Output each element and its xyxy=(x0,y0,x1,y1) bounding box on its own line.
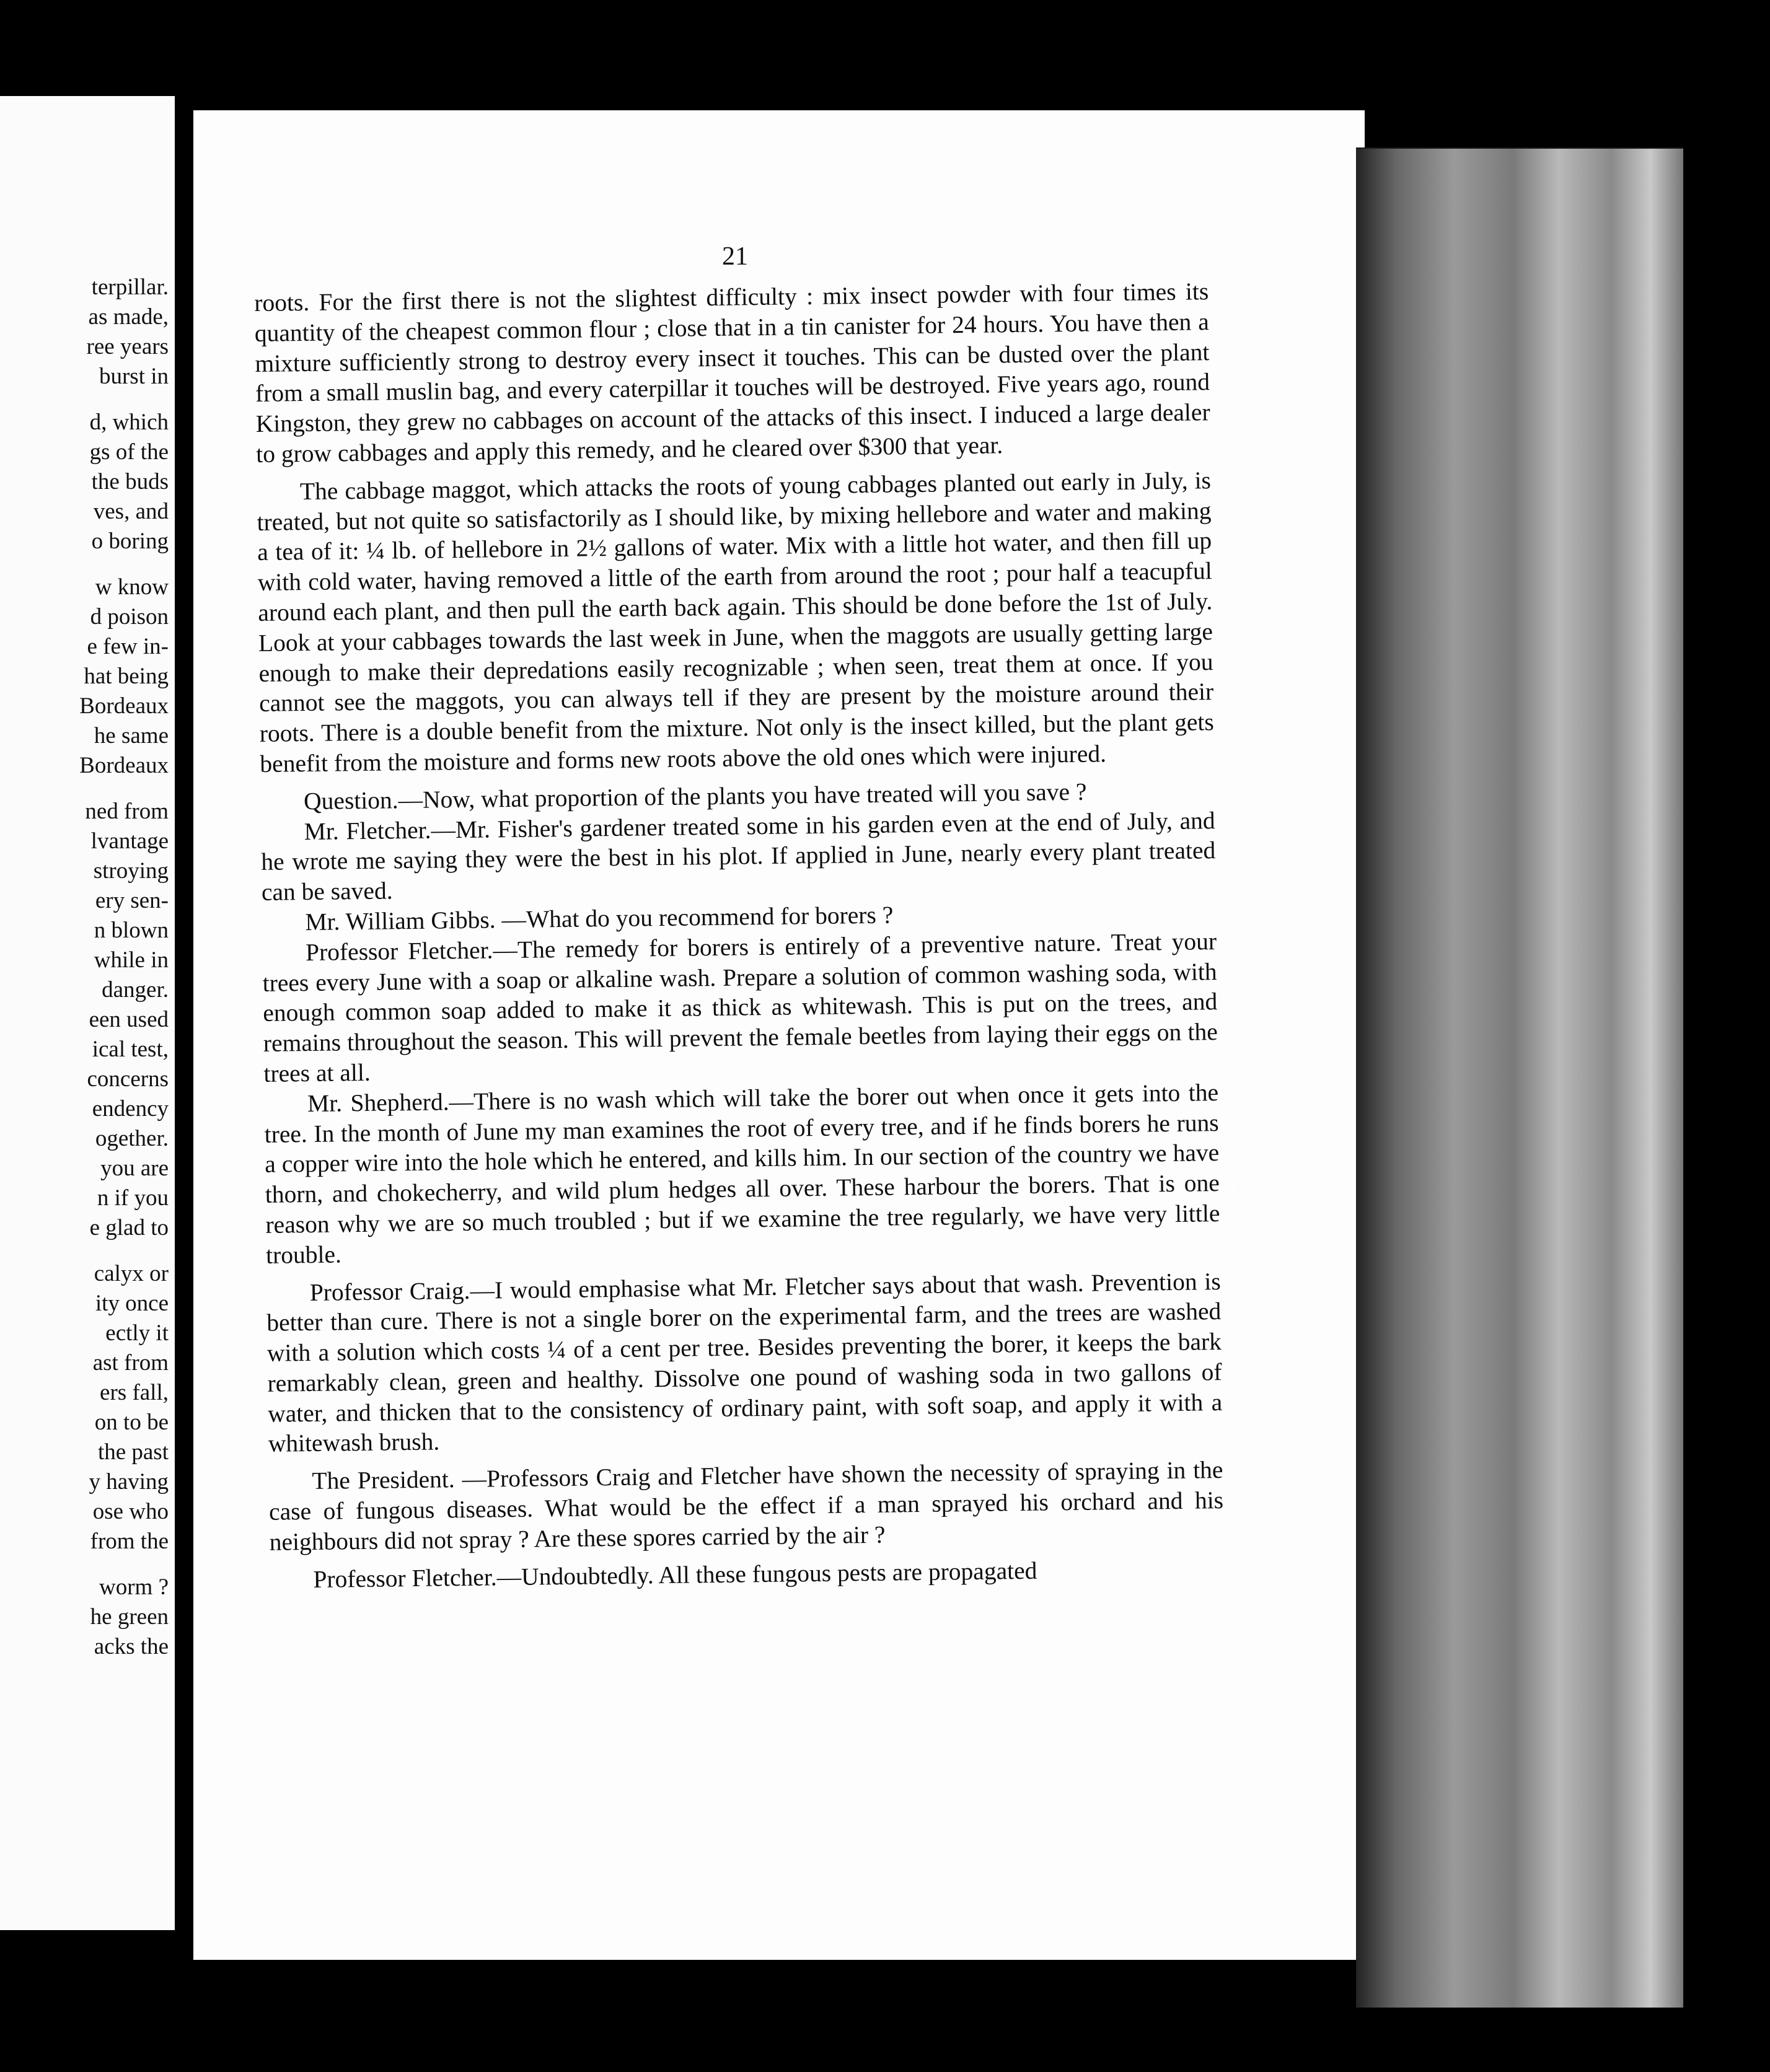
left-page-line: he green xyxy=(90,1604,169,1630)
paragraph-text: I would emphasise what Mr. Fletcher says about that wash. Prevention is better than cure. There is not a single borer on the experimental farm, and the trees are washed with a solution which costs ¼ of a cent per tree. Besides preventing the borer, it keeps the bark remarkably clean, green and healthy. Dissolve one pound of washing soda in two gallons of water, and thicken that to the consistency of ordinary paint, with soft soap, and apply it with a whitewash brush. xyxy=(266,1267,1223,1458)
paragraph-text: The cabbage maggot, which attacks the roots of young cabbages planted out early in July, is treated, but not quite so satisfactorily as I should like, by mixing hellebore and water and making a tea of it: ¼ lb. of hellebore in 2½ gallons of water. Mix with a little hot water, and then fill up with cold water, having removed a little of the earth from around the root ; pour half a teacupful around each plant, and then pull the earth back again. This should be done before the 1st of July. Look at your cabbages towards the last week in June, when the maggots are usually getting large enough to make their depredations easily recognizable ; when seen, treat them at once. If you cannot see the maggots, you can always tell if they are present by the moisture around their roots. There is a double benefit from the mixture. Not only is the insect killed, but the plant gets benefit from the moisture and forms new roots above the old ones which were injured. xyxy=(257,466,1214,778)
left-page-line: he same xyxy=(94,723,169,748)
left-facing-page xyxy=(0,96,175,1930)
left-page-line: ast from xyxy=(92,1350,169,1376)
paragraph xyxy=(268,1455,1224,1557)
speaker-name: Professor Fletcher.— xyxy=(305,936,518,966)
left-page-line: d, which xyxy=(89,410,169,435)
left-page-line: d poison xyxy=(90,604,169,630)
left-page-line: burst in xyxy=(99,364,169,389)
left-page-line: the past xyxy=(97,1439,169,1465)
left-page-line: while in xyxy=(94,947,169,973)
speaker-name: Mr. Shepherd.— xyxy=(307,1087,474,1117)
left-page-line: acks the xyxy=(94,1634,169,1659)
book-gutter xyxy=(175,93,193,1927)
paragraph-text: Professors Craig and Fletcher have shown the necessity of spraying in the case of fungous diseases. What would be the effect if a man sprayed his orchard and his neighbours did not spray ? Are these spores carried by the air ? xyxy=(268,1456,1224,1556)
page-number: 21 xyxy=(722,242,748,271)
left-page-line: ned from xyxy=(85,799,169,824)
left-page-line: concerns xyxy=(87,1066,169,1092)
left-page-line: ose who xyxy=(92,1499,169,1524)
paragraph-text: roots. For the first there is not the slightest difficulty : mix insect powder with four times its quantity of the cheapest common flour ; close that in a tin canister for 24 hours. You have then a mixture sufficiently strong to destroy every insect it touches. This can be dusted over the plant from a small muslin bag, and every caterpillar it touches will be destroyed. Five years ago, round Kingston, they grew no cabbages on account of the attacks of this insect. I induced a large dealer to grow cabbages and apply this remedy, and he cleared over $300 that year. xyxy=(254,278,1210,468)
paragraph xyxy=(254,276,1210,470)
left-page-line: y having xyxy=(89,1469,169,1495)
paragraph-text: There is no wash which will take the borer out when once it gets into the tree. In the month of June my man examines the root of every tree, and if he finds borers he runs a copper wire into the hole which he entered, and kills him. In our section of the country we have thorn, and chokecherry, and wild plum hedges all over. These harbour the borers. That is one reason why we are so much troubled ; but if we examine the tree regularly, we have very little trouble. xyxy=(264,1078,1220,1269)
left-page-line: e glad to xyxy=(89,1215,169,1240)
left-page-line: ical test, xyxy=(92,1037,169,1062)
speaker-name: Mr. Fletcher.— xyxy=(304,815,456,845)
left-page-line: endency xyxy=(92,1096,169,1122)
left-page-line: on to be xyxy=(94,1410,169,1435)
left-page-line: e few in- xyxy=(87,634,169,659)
left-page-line: een used xyxy=(89,1007,169,1032)
left-page-line: n blown xyxy=(94,918,169,943)
paragraph xyxy=(257,465,1215,779)
left-page-line: terpillar. xyxy=(91,274,169,300)
left-page-line: ers fall, xyxy=(100,1380,169,1405)
left-page-line: the buds xyxy=(91,469,169,494)
speaker-name: Question.— xyxy=(303,786,423,815)
left-page-line: danger. xyxy=(102,977,169,1003)
left-page-line: stroying xyxy=(93,858,169,884)
paragraph-text: Mr. Fisher's gardener treated some in his garden even at the end of July, and he wrote me saying they were the best in his plot. If applied in June, nearly every plant treated can be saved. xyxy=(261,806,1216,906)
paragraph xyxy=(260,806,1216,908)
left-page-line: n if you xyxy=(97,1185,169,1211)
left-page-line: Bordeaux xyxy=(79,693,169,719)
paragraph-text: What do you recommend for borers ? xyxy=(526,901,894,933)
left-page-line: ectly it xyxy=(105,1320,169,1346)
left-page-line: lvantage xyxy=(90,828,169,854)
speaker-name: Mr. William Gibbs. — xyxy=(305,905,527,936)
left-page-line: Bordeaux xyxy=(79,753,169,778)
left-page-line: ogether. xyxy=(95,1126,169,1151)
speaker-name: Professor Fletcher.— xyxy=(313,1563,522,1593)
speaker-name: The President. — xyxy=(312,1465,487,1495)
speaker-name: Professor Craig.— xyxy=(309,1276,495,1306)
book-page-edges xyxy=(1356,149,1683,2008)
paragraph-text: Undoubtedly. All these fungous pests are propagated xyxy=(521,1556,1037,1591)
left-page-line: worm ? xyxy=(99,1574,169,1600)
left-page-line: w know xyxy=(95,574,169,600)
paragraph xyxy=(264,1078,1220,1271)
paragraph-text: The remedy for borers is entirely of a preventive nature. Treat your trees every June with a soap or alkaline wash. Prepare a solution of common washing soda, with enough common soap added to make it as thick as whitewash. This is put on the trees, and remains throughout the season. This will prevent the female beetles from laying their eggs on the trees at all. xyxy=(262,927,1218,1087)
left-page-line: ree years xyxy=(86,334,169,359)
body-text xyxy=(254,276,1225,1595)
left-page-line: o boring xyxy=(91,529,169,554)
left-page-line: ery sen- xyxy=(95,888,169,913)
scan-speck xyxy=(1230,1183,1235,1188)
left-page-line: calyx or xyxy=(94,1261,169,1286)
left-page-line: ity once xyxy=(95,1291,169,1316)
left-page-line: from the xyxy=(90,1529,169,1554)
paragraph xyxy=(262,926,1218,1089)
paragraph xyxy=(266,1266,1223,1460)
left-page-line: ves, and xyxy=(93,499,169,524)
left-page-line: hat being xyxy=(84,664,169,689)
left-page-line: gs of the xyxy=(89,439,169,465)
left-page-line: as made, xyxy=(88,304,169,330)
paragraph-text: Now, what proportion of the plants you have treated will you save ? xyxy=(422,778,1087,814)
left-page-line: you are xyxy=(100,1156,169,1181)
